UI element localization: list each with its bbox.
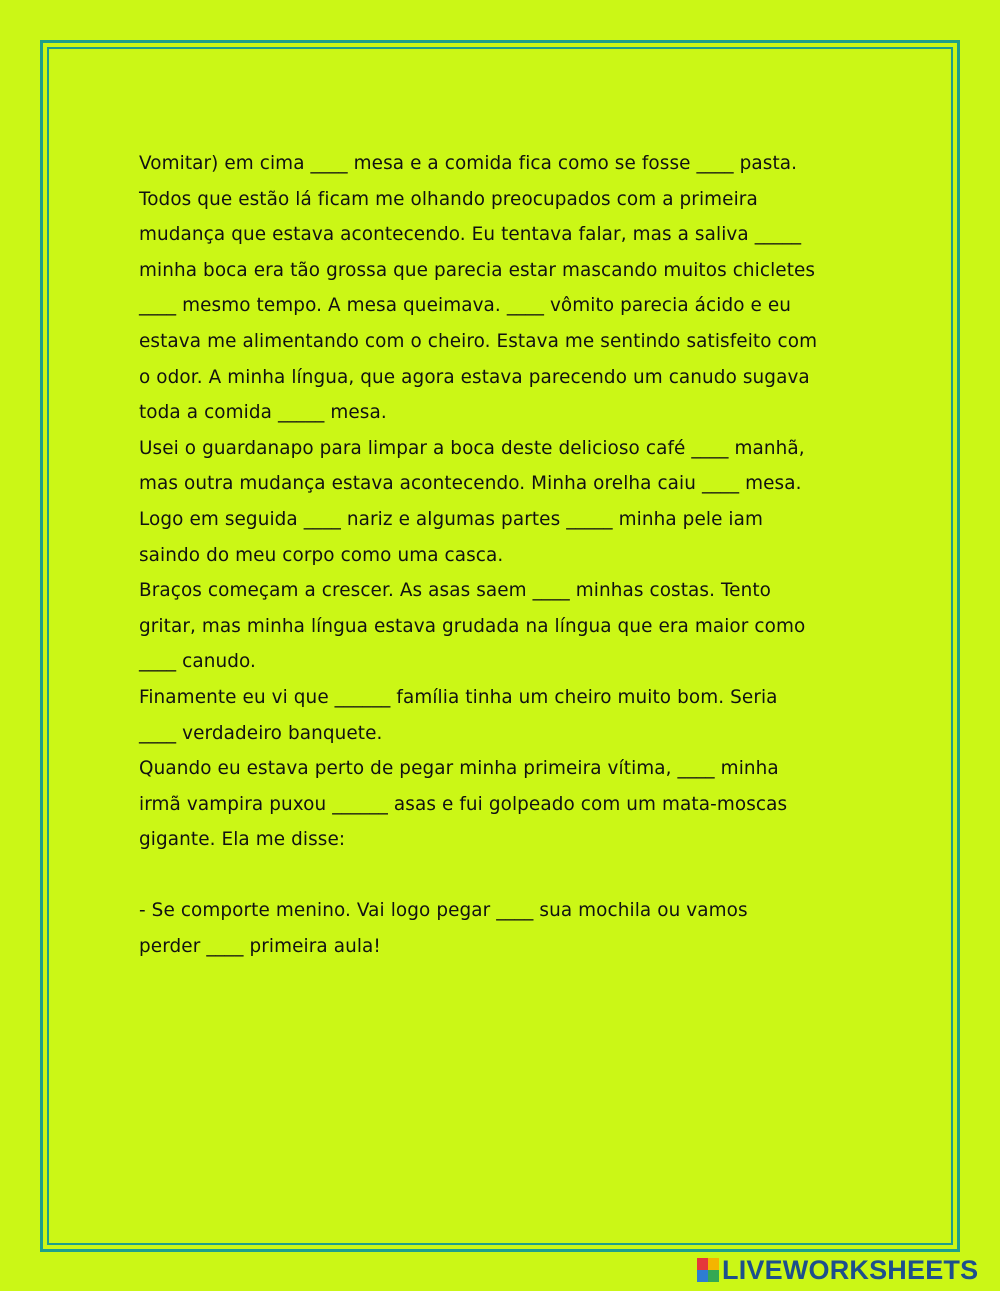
text-line-19: irmã vampira puxou ______ asas e fui golpeado com um mata-moscas	[139, 793, 788, 815]
text-line-3: mudança que estava acontecendo. Eu tentava falar, mas a saliva _____	[139, 224, 802, 246]
brand-name: LIVEWORKSHEETS	[722, 1255, 979, 1285]
liveworksheets-logo[interactable]	[697, 1255, 978, 1285]
text-line-5: ____ mesmo tempo. A mesa queimava. ____ vômito parecia ácido e eu	[139, 295, 792, 317]
text-line-14: gritar, mas minha língua estava grudada na língua que era maior como	[139, 615, 806, 637]
text-line-22: - Se comporte menino. Vai logo pegar ____ sua mochila ou vamos	[139, 900, 748, 922]
text-line-7: o odor. A minha língua, que agora estava parecendo um canudo sugava	[139, 366, 810, 388]
text-line-13: Braços começam a crescer. As asas saem ____ minhas costas. Tento	[139, 580, 772, 602]
badge-cell-v	[697, 1270, 708, 1282]
text-line-15: ____ canudo.	[139, 651, 256, 673]
text-line-23: perder ____ primeira aula!	[139, 936, 381, 958]
text-line-12: saindo do meu corpo como uma casca.	[139, 544, 504, 566]
text-line-8: toda a comida _____ mesa.	[139, 402, 387, 424]
badge-cell-e	[708, 1270, 719, 1282]
text-line-18: Quando eu estava perto de pegar minha primeira vítima, ____ minha	[139, 758, 779, 780]
live-badge-icon	[697, 1258, 719, 1282]
text-line-9: Usei o guardanapo para limpar a boca deste delicioso café ____ manhã,	[139, 437, 805, 459]
text-line-1: Vomitar) em cima ____ mesa e a comida fica como se fosse ____ pasta.	[139, 153, 798, 174]
text-line-10: mas outra mudança estava acontecendo. Minha orelha caiu ____ mesa.	[139, 473, 802, 495]
text-line-6: estava me alimentando com o cheiro. Estava me sentindo satisfeito com	[139, 330, 818, 352]
text-line-blank	[139, 858, 879, 894]
story-text	[139, 146, 879, 965]
badge-cell-l	[697, 1258, 708, 1270]
text-line-17: ____ verdadeiro banquete.	[139, 722, 383, 744]
text-line-20: gigante. Ela me disse:	[139, 829, 346, 851]
text-line-11: Logo em seguida ____ nariz e algumas partes _____ minha pele iam	[139, 508, 764, 530]
text-line-4: minha boca era tão grossa que parecia estar mascando muitos chicletes	[139, 259, 816, 281]
text-line-2: Todos que estão lá ficam me olhando preocupados com a primeira	[139, 188, 758, 210]
text-line-16: Finamente eu vi que ______ família tinha um cheiro muito bom. Seria	[139, 686, 778, 708]
badge-cell-i	[708, 1258, 719, 1270]
